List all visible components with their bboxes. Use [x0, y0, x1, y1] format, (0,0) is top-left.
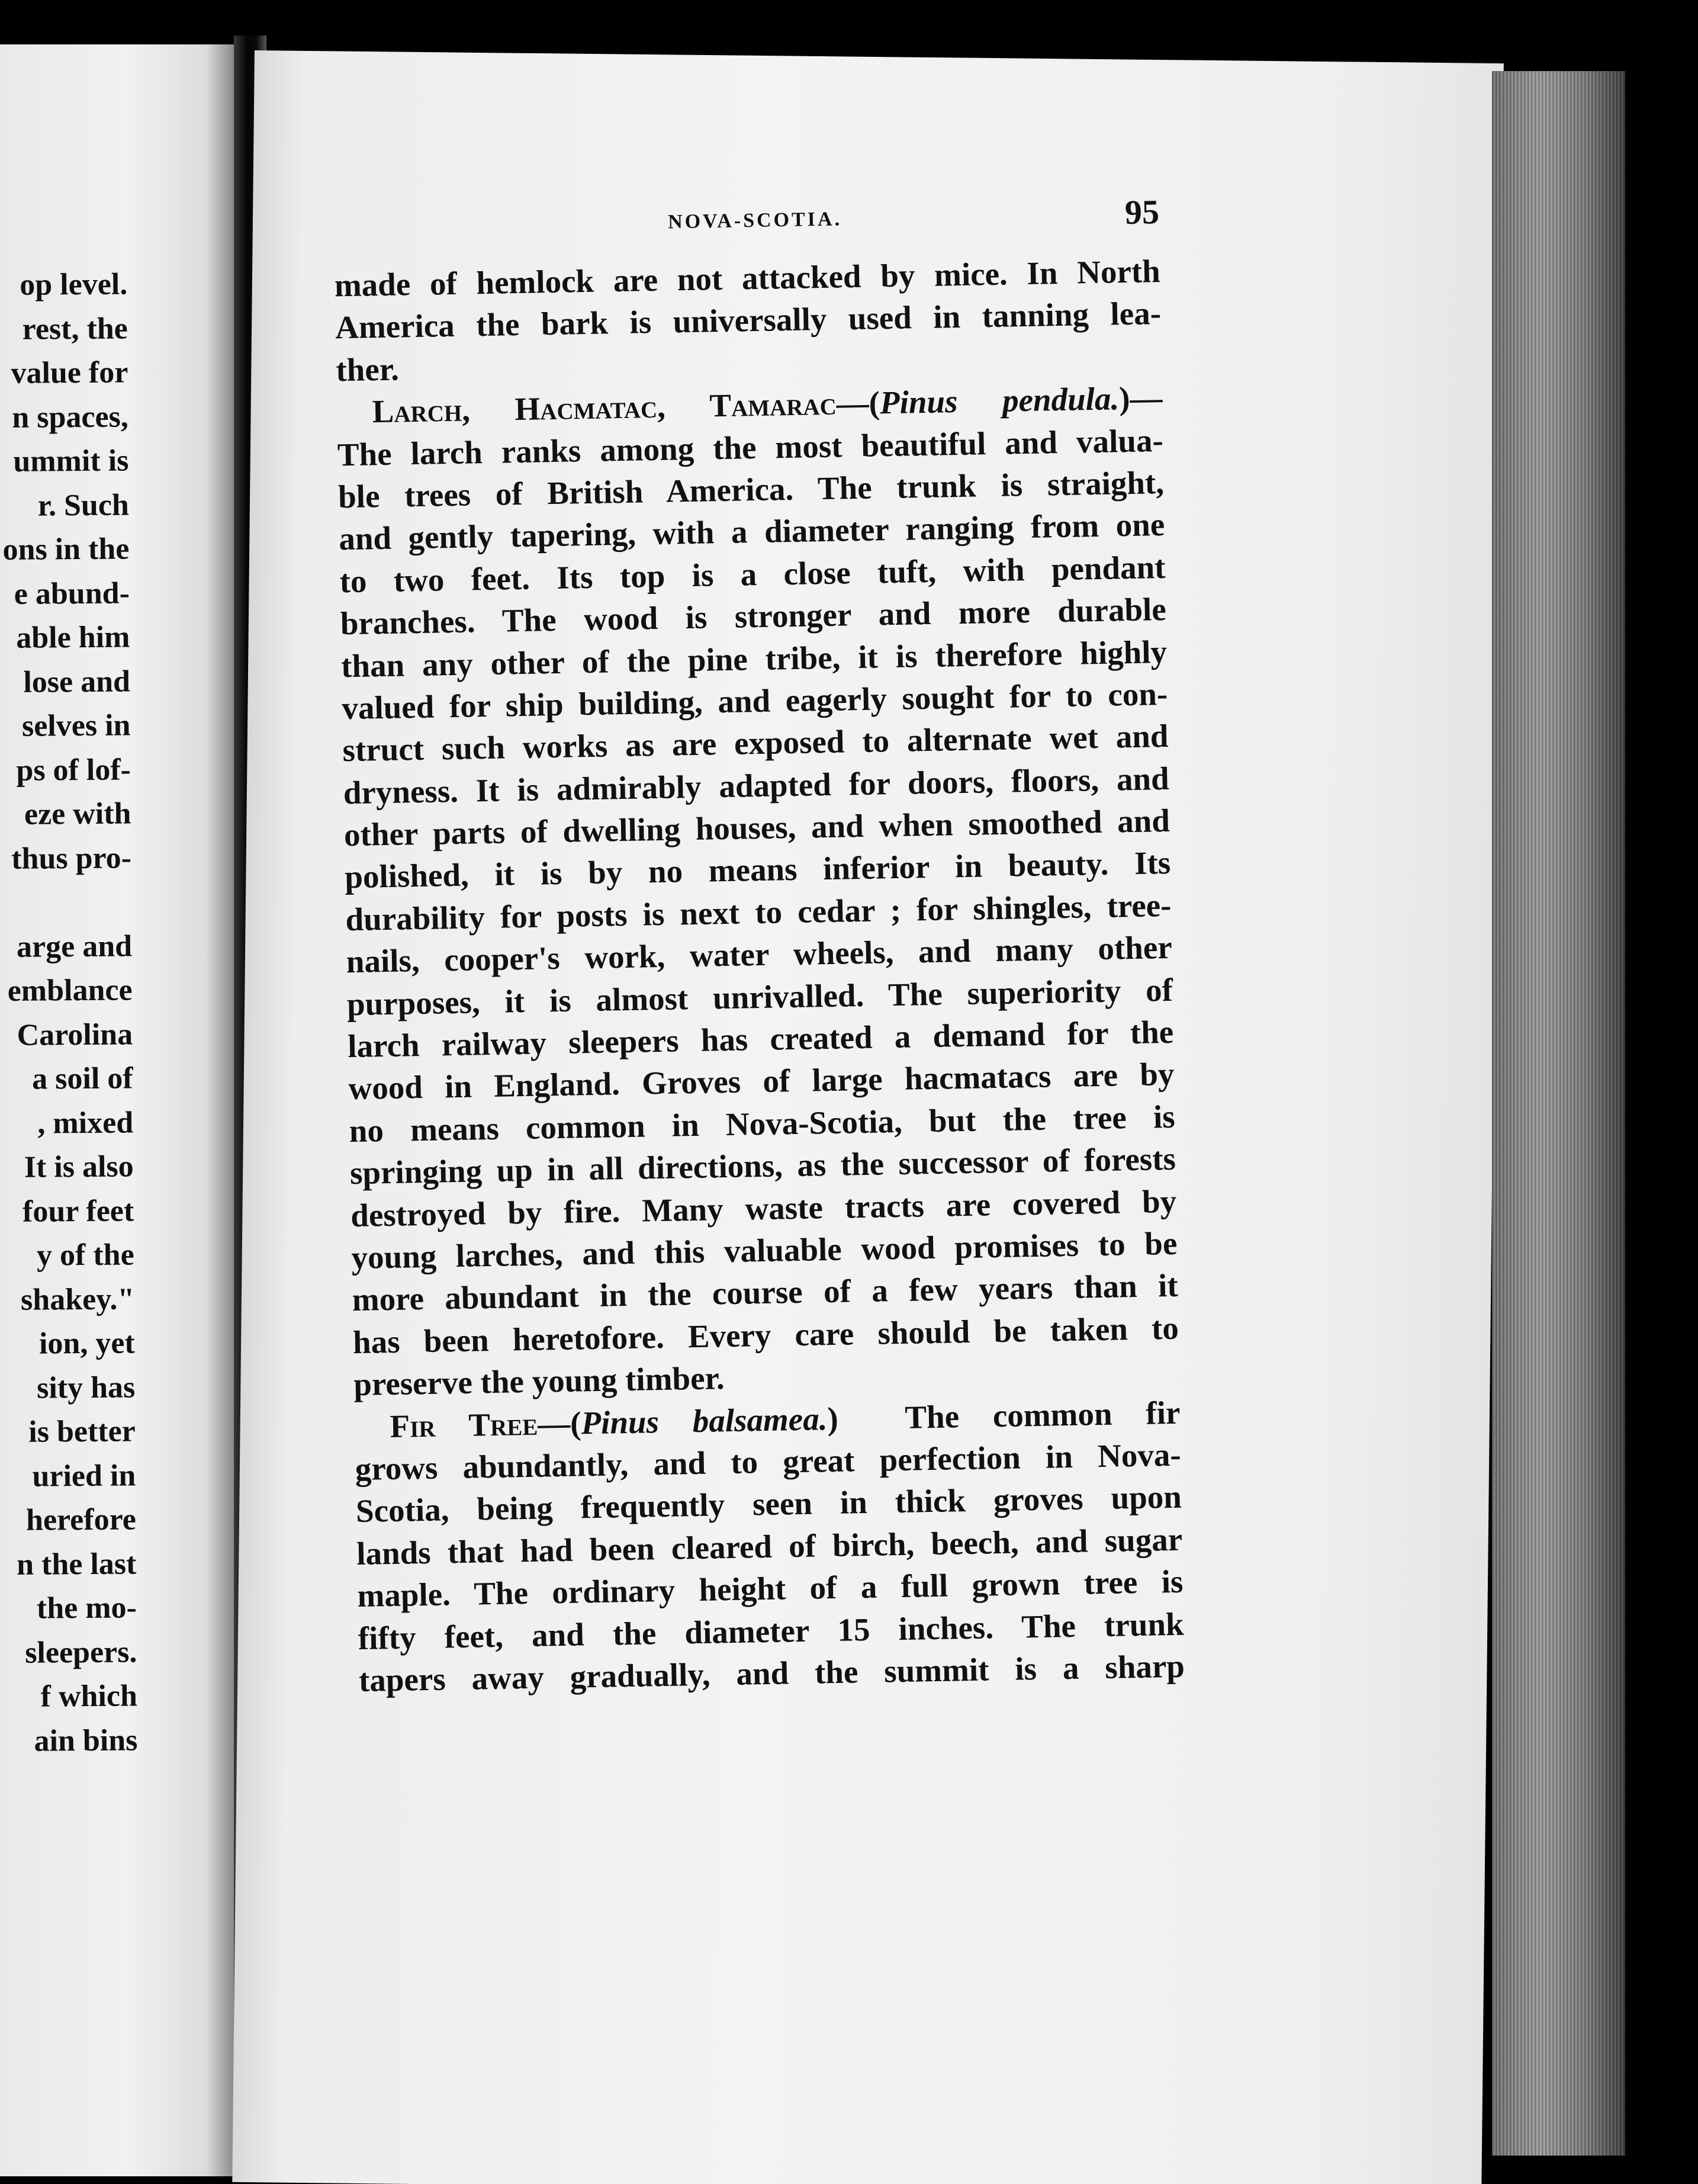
- fir-heading-rest: The common fir: [838, 1394, 1181, 1437]
- text-line: struct such works as are exposed to alternate wet and: [342, 718, 1169, 769]
- text-line: e abund-: [14, 576, 130, 611]
- text-line: emblance: [7, 973, 133, 1008]
- text-line: wood in England. Groves of large hacmatacs are by: [348, 1056, 1175, 1107]
- text-line: more abundant in the course of a few years than it: [352, 1267, 1179, 1318]
- text-line: ons in the: [2, 532, 130, 567]
- text-line: America the bark is universally used in tanning lea-: [335, 295, 1162, 346]
- larch-heading-close: )—: [1118, 380, 1163, 417]
- text-line: thus pro-: [11, 840, 132, 876]
- text-line: ion, yet: [38, 1326, 135, 1361]
- larch-text: [337, 419, 1179, 1406]
- text-line: able him: [16, 620, 130, 655]
- larch-paragraph: [336, 377, 1180, 1405]
- text-line: maple. The ordinary height of a full grown tree is: [357, 1563, 1184, 1614]
- text-line: fifty feet, and the diameter 15 inches. The trunk: [358, 1605, 1185, 1656]
- text-line: to two feet. Its top is a close tuft, with pendant: [339, 548, 1166, 600]
- text-line: larch railway sleepers has created a demand for the: [347, 1013, 1174, 1065]
- page-fore-edge: [1492, 71, 1625, 2156]
- text-line: dryness. It is admirably adapted for doors, floors, and: [343, 760, 1170, 811]
- text-line: n the last: [16, 1546, 137, 1582]
- larch-heading-dash: —(: [836, 384, 880, 422]
- main-page: [232, 50, 1504, 2184]
- text-line: arge and: [16, 929, 133, 964]
- left-page-text: [0, 262, 138, 1763]
- text-line: ain bins: [34, 1723, 138, 1758]
- text-line: lose and: [23, 664, 131, 699]
- text-line: sity has: [36, 1370, 136, 1405]
- text-line: sleepers.: [25, 1634, 137, 1670]
- text-line: springing up in all directions, as the successor of forests: [349, 1141, 1176, 1191]
- larch-heading-name: Larch, Hacmatac, Tamarac: [372, 385, 837, 430]
- left-facing-page: [0, 44, 234, 2176]
- text-line: eze with: [24, 796, 131, 831]
- text-line: tapers away gradually, and the summit is a sharp: [358, 1647, 1185, 1698]
- text-line: ther.: [335, 351, 400, 388]
- text-line: y of the: [36, 1238, 134, 1273]
- text-line: four feet: [22, 1193, 134, 1229]
- text-line: grows abundantly, and to great perfection in Nova-: [355, 1436, 1182, 1488]
- page-text-block: [333, 185, 1185, 1701]
- text-line: [4, 880, 132, 925]
- fir-heading-latin: Pinus balsamea.: [580, 1400, 828, 1441]
- text-line: durability for posts is next to cedar ; for shingles, tree-: [345, 887, 1172, 938]
- text-line: n spaces,: [12, 399, 129, 435]
- running-head: NOVA-SCOTIA.: [667, 208, 842, 233]
- text-line: , mixed: [37, 1105, 134, 1141]
- text-line: purposes, it is almost unrivalled. The superiority of: [346, 971, 1173, 1022]
- text-line: and gently tapering, with a diameter ranging from one: [338, 506, 1165, 557]
- text-line: polished, it is by no means inferior in beauty. Its: [344, 844, 1171, 895]
- text-line: selves in: [21, 708, 131, 743]
- text-line: rest, the: [22, 311, 128, 346]
- text-line: branches. The wood is stronger and more durable: [340, 591, 1167, 642]
- text-line: Carolina: [17, 1017, 133, 1052]
- text-line: lands that had been cleared of birch, beech, and sugar: [356, 1521, 1183, 1572]
- larch-heading-latin: Pinus pendula.: [879, 380, 1120, 421]
- fir-heading-dash: —(: [537, 1404, 582, 1442]
- text-line: than any other of the pine tribe, it is therefore highly: [340, 633, 1168, 684]
- background-edge: [1625, 65, 1698, 2184]
- text-line: uried in: [32, 1458, 136, 1494]
- text-line: The larch ranks among the most beautiful and valua-: [337, 422, 1164, 473]
- text-line: ps of lof-: [16, 752, 131, 788]
- text-line: ble trees of British America. The trunk is straight,: [337, 464, 1165, 515]
- text-line: shakey.": [20, 1282, 135, 1317]
- text-line: has been heretofore. Every care should be taken to: [352, 1309, 1179, 1360]
- fir-paragraph: [354, 1391, 1185, 1701]
- fir-heading-close: ): [827, 1400, 839, 1437]
- text-line: preserve the young timber.: [353, 1360, 725, 1403]
- text-line: young larches, and this valuable wood promises to be: [351, 1225, 1178, 1276]
- fir-text: [355, 1434, 1185, 1702]
- text-line: made of hemlock are not attacked by mice. In North: [334, 253, 1161, 304]
- text-line: destroyed by fire. Many waste tracts are covered by: [350, 1183, 1177, 1234]
- text-line: the mo-: [36, 1591, 137, 1626]
- text-line: nails, cooper's work, water wheels, and many other: [346, 929, 1173, 980]
- text-line: valued for ship building, and eagerly sought for to con-: [341, 675, 1168, 727]
- fir-heading-name: Fir Tree: [390, 1405, 538, 1444]
- text-line: a soil of: [31, 1061, 133, 1096]
- page-number: 95: [1124, 192, 1160, 232]
- text-line: value for: [11, 355, 128, 390]
- text-line: is better: [28, 1414, 136, 1449]
- text-line: ummit is: [13, 444, 129, 478]
- text-line: other parts of dwelling houses, and when smoothed and: [343, 802, 1170, 853]
- text-line: f which: [40, 1679, 138, 1714]
- text-line: op level.: [20, 267, 128, 302]
- text-line: Scotia, being frequently seen in thick groves upon: [355, 1479, 1182, 1530]
- text-line: herefore: [25, 1502, 137, 1537]
- intro-paragraph: [334, 250, 1162, 391]
- text-line: It is also: [24, 1149, 134, 1184]
- text-line: no means common in Nova-Scotia, but the tree is: [349, 1098, 1176, 1149]
- text-line: r. Such: [37, 487, 130, 523]
